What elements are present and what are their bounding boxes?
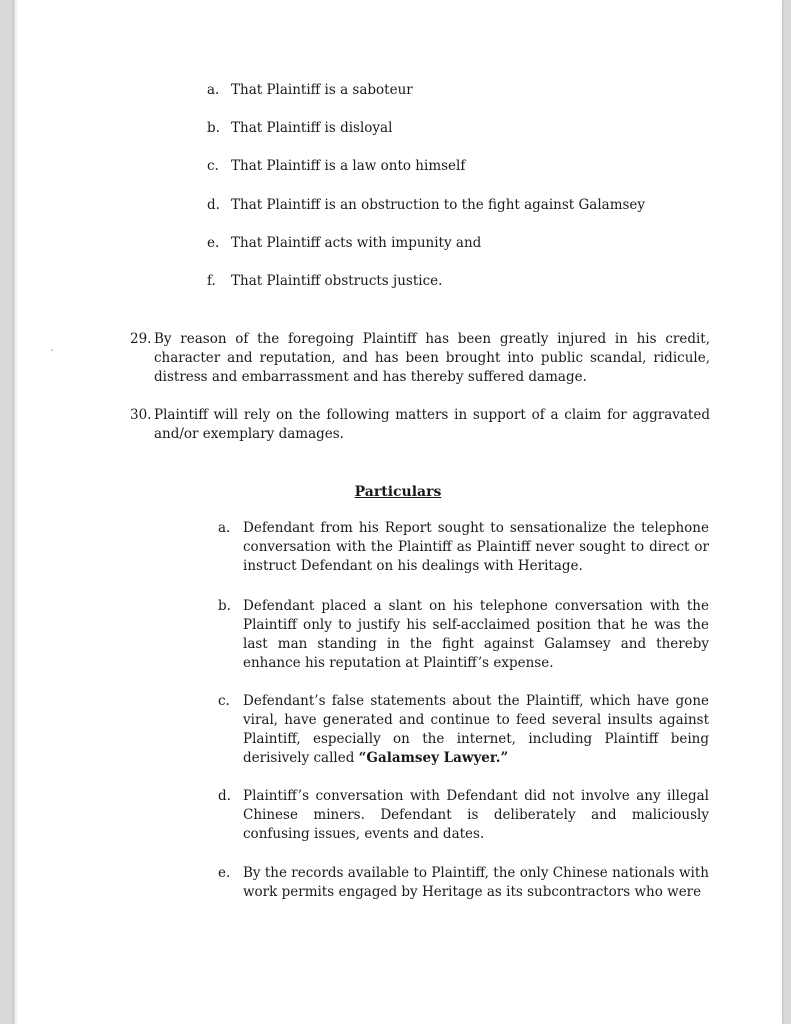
list-item-text: That Plaintiff is a saboteur — [231, 82, 413, 98]
particular-text-wrap — [243, 692, 709, 768]
page-edge-shadow — [14, 0, 18, 1024]
list-item-text: That Plaintiff obstructs justice. — [231, 273, 443, 289]
list-item-letter: f. — [207, 273, 216, 289]
particular-text: Plaintiff’s conversation with Defendant did not involve any illegal Chinese miners. Defendant is deliberately and maliciously confusing issues, events and dates. — [243, 788, 709, 842]
particular-item — [218, 519, 709, 576]
particular-text: Defendant placed a slant on his telephone conversation with the Plaintiff only to justify his self-acclaimed position that he was the last man standing in the fight against Galamsey and thereby enhance his reputation at Plaintiff’s expense. — [243, 598, 709, 671]
particular-item — [218, 692, 709, 768]
numbered-paragraph-29 — [130, 330, 710, 387]
list-item-letter: a. — [207, 82, 220, 98]
list-item — [207, 157, 465, 175]
paragraph-text: By reason of the foregoing Plaintiff has been greatly injured in his credit, character and reputation, and has been brought into public scandal, ridicule, distress and embarrassment and has thereby suffered damage. — [154, 331, 710, 385]
list-item — [207, 196, 645, 214]
numbered-paragraph-30 — [130, 406, 710, 444]
particular-item — [218, 864, 709, 902]
list-item-letter: b. — [207, 120, 220, 136]
list-item-text: That Plaintiff acts with impunity and — [231, 235, 482, 251]
paragraph-text: Plaintiff will rely on the following matters in support of a claim for aggravated and/or exemplary damages. — [154, 407, 710, 442]
list-item — [207, 119, 392, 137]
paragraph-number: 30. — [130, 407, 152, 423]
particular-letter: d. — [218, 788, 231, 804]
list-item-text: That Plaintiff is an obstruction to the fight against Galamsey — [231, 197, 646, 213]
particular-item — [218, 597, 709, 673]
list-item — [207, 272, 442, 290]
particular-text: Defendant from his Report sought to sensationalize the telephone conversation with the Plaintiff as Plaintiff never sought to direct or instruct Defendant on his dealings with Heritage. — [243, 520, 709, 574]
particular-emphasis: “Galamsey Lawyer.” — [358, 750, 509, 766]
list-item — [207, 81, 413, 99]
particular-letter: a. — [218, 520, 231, 536]
list-item-text: That Plaintiff is a law onto himself — [231, 158, 466, 174]
list-item-letter: c. — [207, 158, 219, 174]
particulars-heading: Particulars — [354, 484, 442, 500]
particular-text: By the records available to Plaintiff, the only Chinese nationals with work permits engaged by Heritage as its subcontractors who were — [243, 865, 709, 900]
scan-speck — [51, 349, 53, 351]
list-item — [207, 234, 481, 252]
particular-item — [218, 787, 709, 844]
list-item-text: That Plaintiff is disloyal — [231, 120, 393, 136]
document-page — [14, 0, 782, 1024]
paragraph-number: 29. — [130, 331, 152, 347]
particular-letter: b. — [218, 598, 231, 614]
particular-letter: c. — [218, 693, 230, 709]
list-item-letter: d. — [207, 197, 220, 213]
particular-text: Defendant’s false statements about the Plaintiff, which have gone viral, have generated and continue to feed several insults against Plaintiff, especially on the internet, including Plaintiff being derisively called — [243, 693, 709, 766]
particular-letter: e. — [218, 865, 231, 881]
list-item-letter: e. — [207, 235, 220, 251]
